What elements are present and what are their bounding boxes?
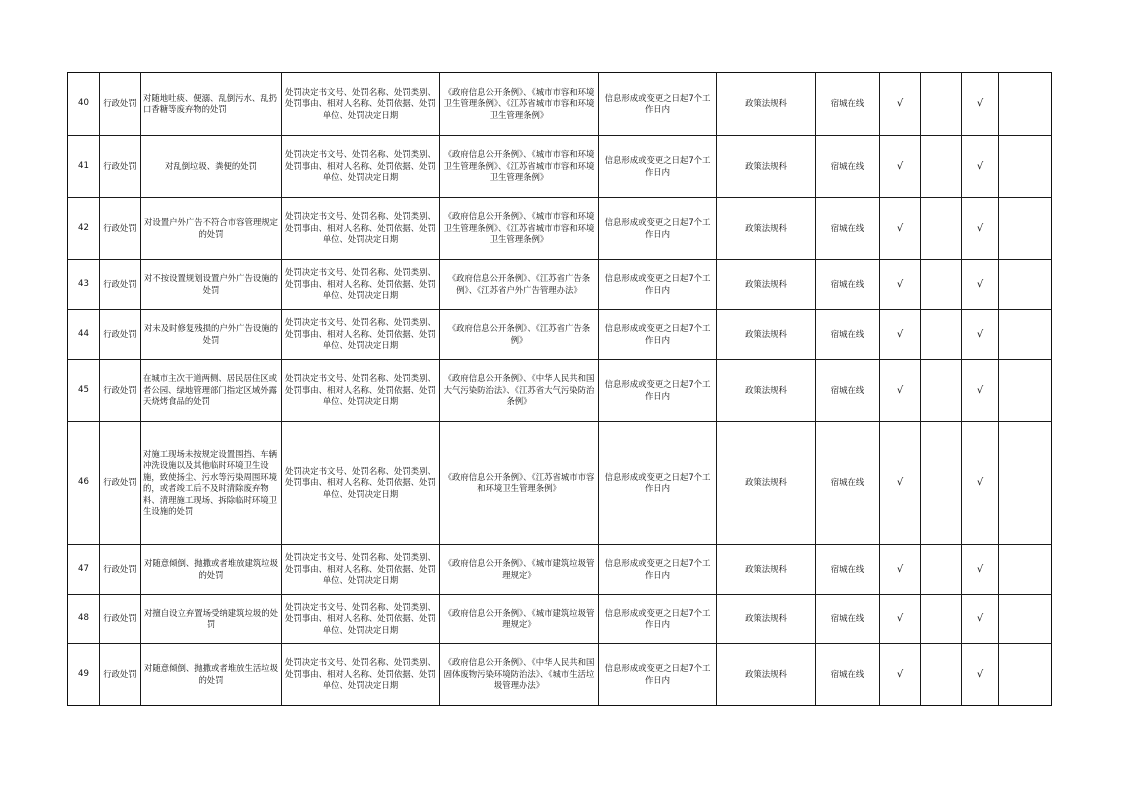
timeframe-cell: 信息形成或变更之日起7个工作日内 — [599, 360, 717, 422]
item-cell: 对设置户外广告不符合市容管理规定的处罚 — [141, 198, 282, 260]
empty-cell — [921, 644, 962, 706]
department-cell: 政策法规科 — [717, 310, 816, 360]
basis-cell: 《政府信息公开条例》、《城市市容和环境卫生管理条例》、《江苏省城市市容和环境卫生管理条例》 — [440, 73, 599, 136]
basis-cell: 《政府信息公开条例》、《江苏省城市市容和环境卫生管理条例》 — [440, 422, 599, 545]
content-cell: 处罚决定书文号、处罚名称、处罚类别、处罚事由、相对人名称、处罚依据、处罚单位、处罚决定日期 — [282, 310, 440, 360]
checkmark-cell: √ — [962, 73, 999, 136]
checkmark-cell: √ — [880, 136, 921, 198]
empty-cell — [921, 198, 962, 260]
row-number: 47 — [68, 545, 100, 595]
checkmark-cell: √ — [880, 644, 921, 706]
channel-cell: 宿城在线 — [816, 360, 880, 422]
basis-cell: 《政府信息公开条例》、《中华人民共和国大气污染防治法》、《江苏省大气污染防治条例》 — [440, 360, 599, 422]
checkmark-cell: √ — [962, 644, 999, 706]
empty-cell — [999, 360, 1052, 422]
row-number: 44 — [68, 310, 100, 360]
timeframe-cell: 信息形成或变更之日起7个工作日内 — [599, 422, 717, 545]
channel-cell: 宿城在线 — [816, 73, 880, 136]
content-cell: 处罚决定书文号、处罚名称、处罚类别、处罚事由、相对人名称、处罚依据、处罚单位、处罚决定日期 — [282, 545, 440, 595]
basis-cell: 《政府信息公开条例》、《江苏省广告条例》、《江苏省户外广告管理办法》 — [440, 260, 599, 310]
checkmark-cell: √ — [962, 136, 999, 198]
checkmark-cell: √ — [880, 360, 921, 422]
table-row — [68, 595, 1052, 644]
table-row — [68, 545, 1052, 595]
category-cell: 行政处罚 — [100, 422, 141, 545]
empty-cell — [921, 422, 962, 545]
basis-cell: 《政府信息公开条例》、《城市建筑垃圾管理规定》 — [440, 545, 599, 595]
item-cell: 在城市主次干道两侧、居民居住区或者公园、绿地管理部门指定区域外露天烧烤食品的处罚 — [141, 360, 282, 422]
timeframe-cell: 信息形成或变更之日起7个工作日内 — [599, 136, 717, 198]
empty-cell — [999, 136, 1052, 198]
checkmark-cell: √ — [880, 73, 921, 136]
empty-cell — [921, 360, 962, 422]
checkmark-cell: √ — [962, 545, 999, 595]
empty-cell — [999, 310, 1052, 360]
row-number: 41 — [68, 136, 100, 198]
checkmark-cell: √ — [880, 310, 921, 360]
disclosure-table — [67, 72, 1052, 706]
checkmark-cell: √ — [880, 545, 921, 595]
timeframe-cell: 信息形成或变更之日起7个工作日内 — [599, 545, 717, 595]
row-number: 40 — [68, 73, 100, 136]
channel-cell: 宿城在线 — [816, 198, 880, 260]
empty-cell — [921, 136, 962, 198]
department-cell: 政策法规科 — [717, 198, 816, 260]
timeframe-cell: 信息形成或变更之日起7个工作日内 — [599, 198, 717, 260]
table-row — [68, 136, 1052, 198]
checkmark-cell: √ — [880, 422, 921, 545]
empty-cell — [999, 260, 1052, 310]
row-number: 49 — [68, 644, 100, 706]
empty-cell — [921, 260, 962, 310]
category-cell: 行政处罚 — [100, 198, 141, 260]
checkmark-cell: √ — [880, 595, 921, 644]
content-cell: 处罚决定书文号、处罚名称、处罚类别、处罚事由、相对人名称、处罚依据、处罚单位、处罚决定日期 — [282, 260, 440, 310]
channel-cell: 宿城在线 — [816, 545, 880, 595]
category-cell: 行政处罚 — [100, 310, 141, 360]
empty-cell — [999, 644, 1052, 706]
timeframe-cell: 信息形成或变更之日起7个工作日内 — [599, 260, 717, 310]
category-cell: 行政处罚 — [100, 136, 141, 198]
category-cell: 行政处罚 — [100, 260, 141, 310]
row-number: 42 — [68, 198, 100, 260]
item-cell: 对不按设置规划设置户外广告设施的处罚 — [141, 260, 282, 310]
department-cell: 政策法规科 — [717, 595, 816, 644]
table-row — [68, 644, 1052, 706]
department-cell: 政策法规科 — [717, 644, 816, 706]
category-cell: 行政处罚 — [100, 73, 141, 136]
empty-cell — [999, 198, 1052, 260]
channel-cell: 宿城在线 — [816, 136, 880, 198]
row-number: 46 — [68, 422, 100, 545]
checkmark-cell: √ — [880, 260, 921, 310]
channel-cell: 宿城在线 — [816, 422, 880, 545]
channel-cell: 宿城在线 — [816, 595, 880, 644]
empty-cell — [999, 422, 1052, 545]
content-cell: 处罚决定书文号、处罚名称、处罚类别、处罚事由、相对人名称、处罚依据、处罚单位、处罚决定日期 — [282, 73, 440, 136]
item-cell: 对未及时修复残损的户外广告设施的处罚 — [141, 310, 282, 360]
table-row — [68, 260, 1052, 310]
basis-cell: 《政府信息公开条例》、《城市市容和环境卫生管理条例》、《江苏省城市市容和环境卫生管理条例》 — [440, 136, 599, 198]
channel-cell: 宿城在线 — [816, 644, 880, 706]
table-row — [68, 360, 1052, 422]
checkmark-cell: √ — [962, 310, 999, 360]
checkmark-cell: √ — [962, 422, 999, 545]
checkmark-cell: √ — [962, 360, 999, 422]
row-number: 48 — [68, 595, 100, 644]
department-cell: 政策法规科 — [717, 545, 816, 595]
item-cell: 对施工现场未按规定设置围挡、车辆冲洗设施以及其他临时环境卫生设施，致使扬尘、污水等污染周围环境的，或者竣工后不及时清除废弃物料、清理施工现场、拆除临时环境卫生设施的处罚 — [141, 422, 282, 545]
department-cell: 政策法规科 — [717, 360, 816, 422]
row-number: 45 — [68, 360, 100, 422]
item-cell: 对随意倾倒、抛撒或者堆放生活垃圾的处罚 — [141, 644, 282, 706]
table-row — [68, 422, 1052, 545]
empty-cell — [921, 595, 962, 644]
department-cell: 政策法规科 — [717, 136, 816, 198]
table-row — [68, 198, 1052, 260]
empty-cell — [921, 310, 962, 360]
table-row — [68, 310, 1052, 360]
department-cell: 政策法规科 — [717, 73, 816, 136]
content-cell: 处罚决定书文号、处罚名称、处罚类别、处罚事由、相对人名称、处罚依据、处罚单位、处罚决定日期 — [282, 595, 440, 644]
checkmark-cell: √ — [880, 198, 921, 260]
timeframe-cell: 信息形成或变更之日起7个工作日内 — [599, 644, 717, 706]
item-cell: 对随地吐痰、便溺、乱倒污水、乱扔口香糖等废弃物的处罚 — [141, 73, 282, 136]
empty-cell — [999, 545, 1052, 595]
item-cell: 对乱倒垃圾、粪便的处罚 — [141, 136, 282, 198]
item-cell: 对随意倾倒、抛撒或者堆放建筑垃圾的处罚 — [141, 545, 282, 595]
checkmark-cell: √ — [962, 260, 999, 310]
department-cell: 政策法规科 — [717, 422, 816, 545]
category-cell: 行政处罚 — [100, 595, 141, 644]
empty-cell — [921, 73, 962, 136]
checkmark-cell: √ — [962, 198, 999, 260]
timeframe-cell: 信息形成或变更之日起7个工作日内 — [599, 595, 717, 644]
empty-cell — [999, 73, 1052, 136]
basis-cell: 《政府信息公开条例》、《城市市容和环境卫生管理条例》、《江苏省城市市容和环境卫生管理条例》 — [440, 198, 599, 260]
channel-cell: 宿城在线 — [816, 310, 880, 360]
content-cell: 处罚决定书文号、处罚名称、处罚类别、处罚事由、相对人名称、处罚依据、处罚单位、处罚决定日期 — [282, 198, 440, 260]
timeframe-cell: 信息形成或变更之日起7个工作日内 — [599, 73, 717, 136]
basis-cell: 《政府信息公开条例》、《江苏省广告条例》 — [440, 310, 599, 360]
department-cell: 政策法规科 — [717, 260, 816, 310]
category-cell: 行政处罚 — [100, 360, 141, 422]
row-number: 43 — [68, 260, 100, 310]
checkmark-cell: √ — [962, 595, 999, 644]
basis-cell: 《政府信息公开条例》、《中华人民共和国固体废物污染环境防治法》、《城市生活垃圾管理办法》 — [440, 644, 599, 706]
content-cell: 处罚决定书文号、处罚名称、处罚类别、处罚事由、相对人名称、处罚依据、处罚单位、处罚决定日期 — [282, 136, 440, 198]
channel-cell: 宿城在线 — [816, 260, 880, 310]
item-cell: 对擅自设立弃置场受纳建筑垃圾的处罚 — [141, 595, 282, 644]
basis-cell: 《政府信息公开条例》、《城市建筑垃圾管理规定》 — [440, 595, 599, 644]
content-cell: 处罚决定书文号、处罚名称、处罚类别、处罚事由、相对人名称、处罚依据、处罚单位、处罚决定日期 — [282, 644, 440, 706]
category-cell: 行政处罚 — [100, 644, 141, 706]
content-cell: 处罚决定书文号、处罚名称、处罚类别、处罚事由、相对人名称、处罚依据、处罚单位、处罚决定日期 — [282, 422, 440, 545]
empty-cell — [999, 595, 1052, 644]
table-row — [68, 73, 1052, 136]
category-cell: 行政处罚 — [100, 545, 141, 595]
empty-cell — [921, 545, 962, 595]
timeframe-cell: 信息形成或变更之日起7个工作日内 — [599, 310, 717, 360]
content-cell: 处罚决定书文号、处罚名称、处罚类别、处罚事由、相对人名称、处罚依据、处罚单位、处罚决定日期 — [282, 360, 440, 422]
